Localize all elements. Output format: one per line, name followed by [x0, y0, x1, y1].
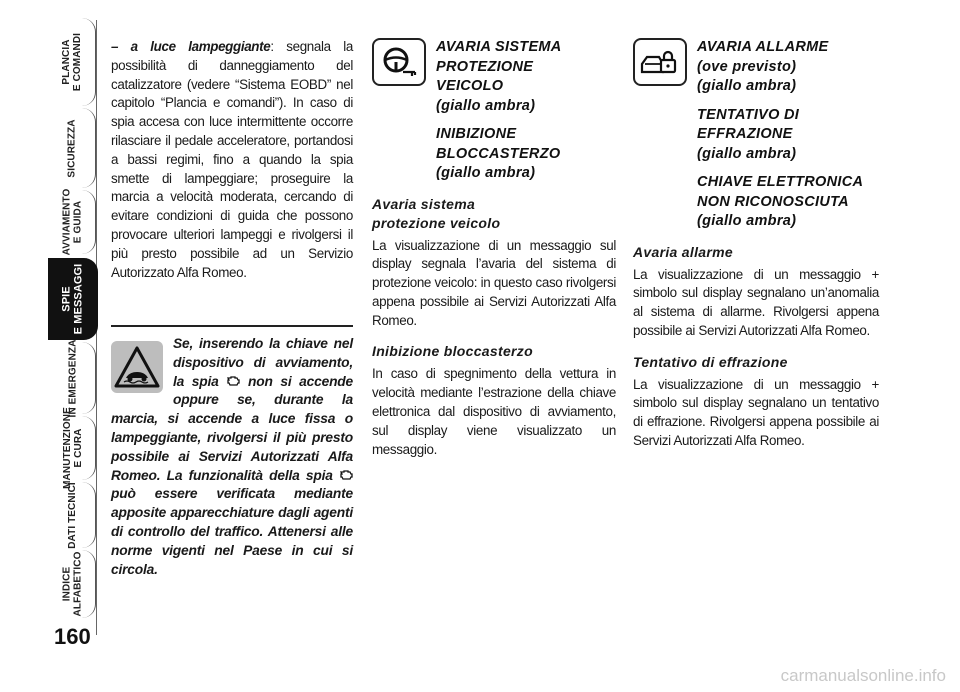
tentativo-effrazione-paragraph: La visualizzazione di un messaggio + simbolo sul display segnalano un tentativo di effrazione. Rivolgersi appena possibile ai Servizi Autorizzati Alfa Romeo.: [633, 376, 879, 449]
tab-sicurezza[interactable]: [50, 108, 96, 188]
tab-label: SPIE E MESSAGGI: [60, 263, 85, 335]
heading-line: AVARIA SISTEMA: [436, 39, 562, 55]
tab-in-emergenza[interactable]: [50, 339, 96, 417]
heading-line: NON RICONOSCIUTA: [697, 193, 849, 210]
subheading-tentativo-effrazione: Tentativo di effrazione: [633, 353, 788, 370]
subheading-inibizione-bloccasterzo: Inibizione bloccasterzo: [372, 343, 533, 360]
inibizione-paragraph: In caso di spegnimento della vettura in velocità mediante l’estrazione della chiave elettronica dal dispositivo di avviamento, sul display viene visualizzato un messaggio.: [372, 366, 616, 457]
warning-text-part3: può essere verificata mediante apposite apparecchiature dagli agenti di controllo del traffico. Attenersi alle norme vigenti nel Paese in cui si circola.: [111, 486, 353, 577]
heading-line: (giallo ambra): [697, 213, 797, 229]
warning-box: [111, 325, 353, 579]
heading-line: VEICOLO: [436, 78, 504, 94]
heading-avaria-sistema: [436, 38, 562, 116]
tab-label: SICUREZZA: [67, 118, 78, 178]
catalyst-text: : segnala la possibilità di danneggiamento del catalizzatore (vedere “Sistema EOBD” nel capitolo “Plancia e comandi”). In caso di spia accesa con luce intermittente occorre rilasciare il pedale acceleratore, portandosi a bassi regimi, fino a quando la spia smette di lampeggiare; proseguire la marcia a velocità moderata, cercando di evitare condizioni di guida che possono provocare ulteriori lampeggi e rivolgersi il più presto possibile ad un Servizio Autorizzato Alfa Romeo.: [111, 39, 353, 280]
tab-spie-e-messaggi[interactable]: [48, 258, 98, 340]
engine-warning-light-icon: [339, 468, 353, 480]
heading-line: AVARIA ALLARME: [697, 39, 829, 55]
car-padlock-icon: [633, 38, 687, 86]
heading-line: TENTATIVO DI: [697, 106, 800, 123]
heading-line: BLOCCASTERZO: [436, 145, 561, 162]
steering-wheel-key-icon: [372, 38, 426, 86]
tab-label: DATI TECNICI: [67, 481, 79, 549]
avaria-sistema-paragraph: La visualizzazione di un messaggio sul display segnala l’avaria del sistema di protezione veicolo: in questo caso rivolgersi appena possibile ai Servizi Autorizzati Alfa Romeo.: [372, 237, 616, 328]
watermark-text: carmanualsonline.info: [780, 666, 946, 685]
heading-line: EFFRAZIONE: [697, 126, 793, 142]
heading-line: INIBIZIONE: [436, 126, 517, 142]
tab-label: AVVIAMENTO E GUIDA: [61, 188, 84, 256]
warning-text-part1: Se, inserendo la chiave nel dispositivo di avviamento, la spia: [173, 336, 353, 389]
heading-tentativo-effrazione: [697, 106, 863, 165]
tab-label: MANUTENZIONE E CURA: [61, 407, 84, 489]
subheading-line: Avaria sistema: [372, 195, 476, 212]
alarm-heading-block: [633, 38, 879, 241]
tab-label: PLANCIA E COMANDI: [61, 32, 84, 92]
heading-line: (giallo ambra): [436, 97, 536, 114]
heading-group: [697, 38, 863, 241]
subheading-avaria-allarme: Avaria allarme: [633, 243, 733, 260]
tab-label: INDICE ALFABETICO: [61, 551, 84, 617]
tab-dati-tecnici[interactable]: [50, 482, 96, 548]
subheading-avaria-sistema: [372, 195, 616, 233]
heading-line: CHIAVE ELETTRONICA: [697, 174, 864, 190]
heading-line: PROTEZIONE: [436, 58, 534, 75]
engine-warning-light-icon: [226, 374, 240, 386]
chapter-tab-sidebar: [0, 0, 100, 692]
avaria-allarme-paragraph: La visualizzazione di un messaggio + simbolo sul display segnalano un’anomalia al sistema di allarme. Rivolgersi appena possibile ai Servizi Autorizzati Alfa Romeo.: [633, 266, 879, 338]
heading-chiave-non-riconosciuta: [697, 173, 863, 232]
column-2: [372, 38, 616, 459]
vehicle-protection-heading-block: [372, 38, 616, 193]
subheading-line: protezione veicolo: [372, 214, 501, 231]
heading-line: (giallo ambra): [697, 145, 797, 162]
lead-phrase: – a luce lampeggiante: [111, 39, 271, 54]
page-number: 160: [54, 624, 91, 649]
column-1: [111, 38, 353, 282]
tab-plancia-e-comandi[interactable]: [50, 18, 96, 106]
warning-triangle-icon: [111, 341, 163, 393]
tab-avviamento-e-guida[interactable]: [50, 190, 96, 254]
heading-line: (ove previsto): [697, 58, 797, 75]
heading-inibizione-bloccasterzo: [436, 125, 562, 184]
tab-manutenzione-e-cura[interactable]: [50, 407, 96, 489]
catalyst-paragraph: [111, 38, 353, 282]
heading-group: [436, 38, 562, 193]
tab-label: IN EMERGENZA: [67, 339, 78, 417]
heading-avaria-allarme: [697, 38, 863, 97]
tab-indice-alfabetico[interactable]: [50, 550, 96, 618]
column-3: [633, 38, 879, 451]
heading-line: (giallo ambra): [436, 165, 536, 181]
warning-text-part2: non si accende oppure se, durante la marcia, si accende a luce fissa o lampeggiante, rivolgersi il più presto possibile ai Servizi Autorizzati Alfa Romeo. La funzionalità della spia: [111, 373, 354, 483]
heading-line: (giallo ambra): [697, 78, 797, 94]
